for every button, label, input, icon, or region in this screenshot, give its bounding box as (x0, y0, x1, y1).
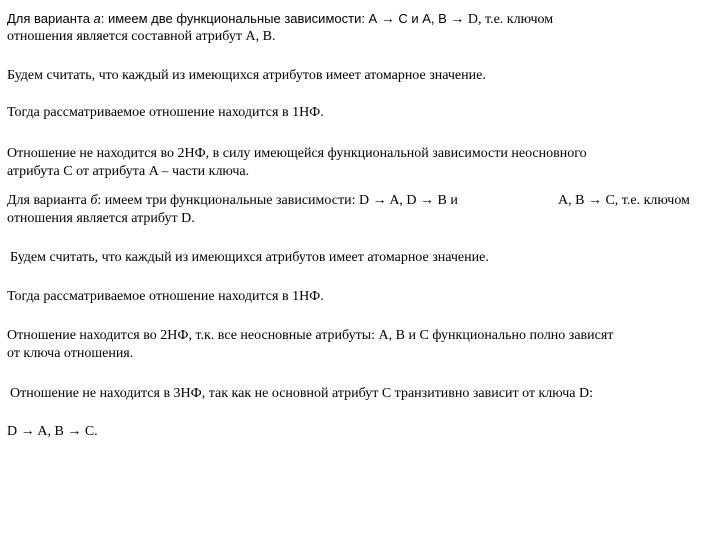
not-2nf-line-1: Отношение не находится во 2НФ, в силу имеющейся функциональной зависимости неосновного (7, 146, 587, 161)
in-2nf-line-2: от ключа отношения. (7, 346, 134, 361)
variant-b-intro: : имеем три функциональные зависимости: D (97, 193, 370, 208)
variant-a-intro: : имеем две функциональные зависимости: A (100, 11, 378, 26)
variant-b-label: б (90, 193, 98, 208)
in-2nf-line-1: Отношение находится во 2НФ, т.к. все неосновные атрибуты: A, B и C функционально полно зависят (7, 328, 614, 343)
variant-a-fd: C и A, B (394, 11, 451, 26)
final-fd-ab: A, B (34, 424, 68, 439)
variant-b-line-2: отношения является атрибут D. (7, 211, 195, 226)
final-fd-d: D (7, 424, 21, 439)
variant-b-fd1: A, D (386, 193, 421, 208)
variant-b-fd2: B и (434, 193, 458, 208)
variant-b-prefix: Для варианта (7, 193, 87, 208)
variant-a-label: а (93, 11, 101, 26)
not-3nf-paragraph: Отношение не находится в 3НФ, так как не основной атрибут C транзитивно зависит от ключа D: (10, 386, 593, 401)
not-2nf-line-2: атрибута C от атрибута A – части ключа. (7, 164, 250, 179)
variant-a-prefix: Для варианта (7, 11, 90, 26)
final-fd-c: C. (81, 424, 98, 439)
arrow-icon: → (20, 424, 35, 439)
arrow-icon: → (67, 424, 82, 439)
variant-a-line-1 (7, 10, 553, 28)
final-fd-line (7, 423, 98, 440)
first-nf-paragraph-2: Тогда рассматриваемое отношение находится в 1НФ. (7, 289, 324, 304)
variant-a-key-text: D, т.е. ключом (464, 12, 554, 27)
variant-b-key-text: C, т.е. ключом (601, 193, 690, 208)
variant-b-line-1 (7, 192, 458, 209)
arrow-icon: → (372, 193, 387, 208)
arrow-icon: → (450, 12, 465, 27)
variant-b-fd3: A, B (558, 193, 588, 208)
variant-b-line-1-end (558, 192, 690, 209)
atomic-paragraph-2: Будем считать, что каждый из имеющихся атрибутов имеет атомарное значение. (10, 250, 489, 265)
atomic-paragraph-1: Будем считать, что каждый из имеющихся атрибутов имеет атомарное значение. (7, 68, 486, 83)
variant-a-line-2: отношения является составной атрибут A, B. (7, 29, 276, 44)
arrow-icon: → (587, 193, 602, 208)
arrow-icon: → (420, 193, 435, 208)
first-nf-paragraph-1: Тогда рассматриваемое отношение находится в 1НФ. (7, 105, 324, 120)
arrow-icon: → (380, 12, 395, 27)
